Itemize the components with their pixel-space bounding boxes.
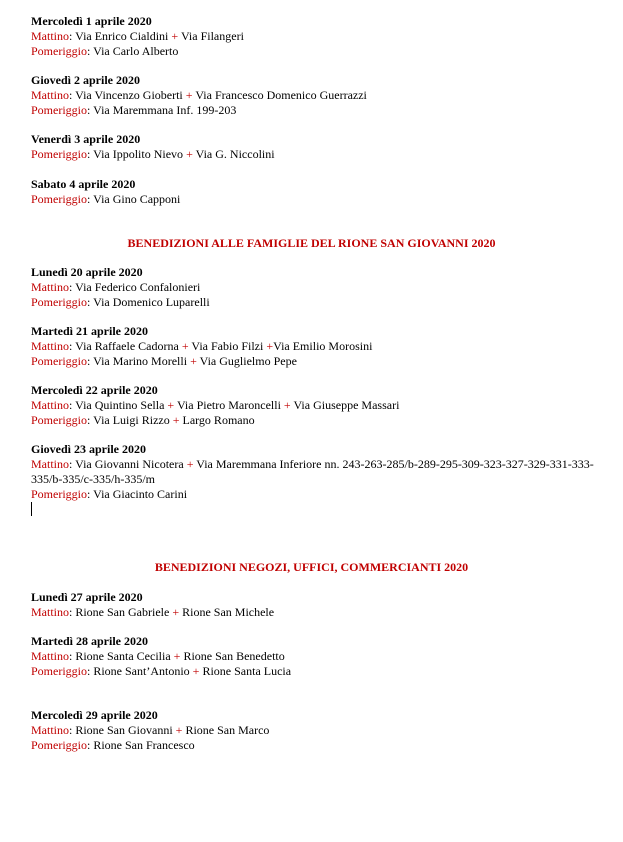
street: Rione Santa Lucia [202, 664, 292, 678]
street: Via Pietro Maroncelli [176, 398, 281, 412]
street: Via Federico Confalonieri [75, 280, 201, 294]
afternoon-line: Pomeriggio: Rione Sant’Antonio + Rione Santa Lucia [31, 664, 292, 678]
afternoon-line: Pomeriggio: Via Marino Morelli + Via Guglielmo Pepe [31, 354, 297, 368]
schedule-day [31, 383, 399, 428]
slot-label: Pomeriggio [31, 147, 87, 161]
street: Via Giuseppe Massari [293, 398, 400, 412]
plus-separator: + [283, 398, 291, 412]
schedule-day [31, 132, 275, 162]
afternoon-line: Pomeriggio: Via Ippolito Nievo + Via G. Niccolini [31, 147, 275, 161]
morning-line: Mattino: Rione Santa Cecilia + Rione San Benedetto [31, 649, 285, 663]
schedule-day [31, 634, 291, 679]
street: Via Giacinto Carini [93, 487, 188, 501]
street: Via Vincenzo Gioberti [75, 88, 183, 102]
slot-label: Mattino [31, 723, 69, 737]
street: Via Ippolito Nievo [93, 147, 184, 161]
day-date: Sabato 4 aprile 2020 [31, 177, 136, 191]
street: Rione San Marco [185, 723, 270, 737]
street: Via Raffaele Cadorna [75, 339, 179, 353]
street: Rione Sant’Antonio [93, 664, 190, 678]
schedule-day [31, 590, 274, 620]
street: Via Francesco Domenico Guerrazzi [195, 88, 367, 102]
afternoon-line: Pomeriggio: Via Maremmana Inf. 199-203 [31, 103, 237, 117]
day-date: Mercoledì 22 aprile 2020 [31, 383, 158, 397]
plus-separator: + [172, 605, 180, 619]
day-date: Martedì 28 aprile 2020 [31, 634, 148, 648]
street: Via Gino Capponi [93, 192, 181, 206]
section-heading: BENEDIZIONI NEGOZI, UFFICI, COMMERCIANTI 2020 [154, 560, 469, 574]
afternoon-line: Pomeriggio: Via Gino Capponi [31, 192, 181, 206]
street: Rione San Francesco [93, 738, 195, 752]
day-date: Mercoledì 1 aprile 2020 [31, 14, 152, 28]
street: Rione San Giovanni [75, 723, 173, 737]
plus-separator: + [175, 723, 183, 737]
morning-line: Mattino: Via Quintino Sella + Via Pietro Maroncelli + Via Giuseppe Massari [31, 398, 400, 412]
slot-label: Pomeriggio [31, 413, 87, 427]
plus-separator: + [181, 339, 189, 353]
schedule-day [31, 265, 210, 310]
plus-separator: + [173, 649, 181, 663]
schedule-day [31, 442, 601, 502]
afternoon-line: Pomeriggio: Via Giacinto Carini [31, 487, 188, 501]
day-date: Mercoledì 29 aprile 2020 [31, 708, 158, 722]
morning-line: Mattino: Via Giovanni Nicotera + Via Maremmana Inferiore nn. 243-263-285/b-289-295-309-323-327-329-331-333-335/b-335/c-335/h-335/m [31, 457, 594, 486]
plus-separator: + [172, 413, 180, 427]
afternoon-line: Pomeriggio: Rione San Francesco [31, 738, 195, 752]
slot-label: Mattino [31, 339, 69, 353]
day-date: Martedì 21 aprile 2020 [31, 324, 148, 338]
street: Rione San Michele [182, 605, 275, 619]
street: Via Filangeri [180, 29, 244, 43]
schedule-day [31, 14, 244, 59]
street: Via Marino Morelli [93, 354, 188, 368]
slot-label: Mattino [31, 280, 69, 294]
slot-label: Pomeriggio [31, 192, 87, 206]
slot-label: Mattino [31, 398, 69, 412]
plus-separator: + [266, 339, 274, 353]
street: Rione San Benedetto [183, 649, 285, 663]
schedule-day [31, 708, 269, 753]
morning-line: Mattino: Via Vincenzo Gioberti + Via Francesco Domenico Guerrazzi [31, 88, 367, 102]
slot-label: Pomeriggio [31, 44, 87, 58]
day-date: Giovedì 2 aprile 2020 [31, 73, 140, 87]
slot-label: Pomeriggio [31, 664, 87, 678]
street: Via Giovanni Nicotera [75, 457, 184, 471]
street: Via G. Niccolini [195, 147, 275, 161]
plus-separator: + [167, 398, 175, 412]
street: Via Emilio Morosini [273, 339, 373, 353]
slot-label: Pomeriggio [31, 738, 87, 752]
afternoon-line: Pomeriggio: Via Luigi Rizzo + Largo Romano [31, 413, 255, 427]
street: Largo Romano [182, 413, 255, 427]
day-date: Venerdì 3 aprile 2020 [31, 132, 141, 146]
morning-line: Mattino: Rione San Gabriele + Rione San Michele [31, 605, 275, 619]
schedule-day [31, 177, 180, 207]
slot-label: Mattino [31, 605, 69, 619]
plus-separator: + [185, 88, 193, 102]
street: Via Luigi Rizzo [93, 413, 170, 427]
slot-label: Pomeriggio [31, 354, 87, 368]
section-heading: BENEDIZIONI ALLE FAMIGLIE DEL RIONE SAN GIOVANNI 2020 [127, 236, 496, 250]
street: Rione Santa Cecilia [75, 649, 171, 663]
street: Via Maremmana Inf. 199-203 [93, 103, 237, 117]
text-cursor [31, 502, 32, 516]
street: Via Carlo Alberto [93, 44, 179, 58]
morning-line: Mattino: Via Enrico Cialdini + Via Filangeri [31, 29, 244, 43]
day-date: Lunedì 20 aprile 2020 [31, 265, 143, 279]
morning-line: Mattino: Rione San Giovanni + Rione San Marco [31, 723, 270, 737]
street: Via Maremmana Inferiore nn. 243-263-285/b-289-295-309-323-327-329-331-333-335/b-335/c-335/h-335/m [31, 457, 594, 486]
street: Via Enrico Cialdini [75, 29, 169, 43]
slot-label: Mattino [31, 29, 69, 43]
day-date: Giovedì 23 aprile 2020 [31, 442, 146, 456]
plus-separator: + [192, 664, 200, 678]
slot-label: Mattino [31, 88, 69, 102]
plus-separator: + [190, 354, 197, 368]
plus-separator: + [171, 29, 179, 43]
street: Via Fabio Filzi [191, 339, 264, 353]
street: Via Quintino Sella [75, 398, 165, 412]
afternoon-line: Pomeriggio: Via Domenico Luparelli [31, 295, 210, 309]
slot-label: Pomeriggio [31, 103, 87, 117]
slot-label: Pomeriggio [31, 295, 87, 309]
street: Via Guglielmo Pepe [199, 354, 297, 368]
schedule-day [31, 73, 367, 118]
street: Via Domenico Luparelli [93, 295, 210, 309]
plus-separator: + [186, 457, 194, 471]
street: Rione San Gabriele [75, 605, 170, 619]
slot-label: Mattino [31, 649, 69, 663]
morning-line: Mattino: Via Federico Confalonieri [31, 280, 201, 294]
morning-line: Mattino: Via Raffaele Cadorna + Via Fabio Filzi +Via Emilio Morosini [31, 339, 373, 353]
day-date: Lunedì 27 aprile 2020 [31, 590, 143, 604]
schedule-day [31, 324, 372, 369]
plus-separator: + [186, 147, 193, 161]
slot-label: Mattino [31, 457, 69, 471]
slot-label: Pomeriggio [31, 487, 87, 501]
afternoon-line: Pomeriggio: Via Carlo Alberto [31, 44, 179, 58]
